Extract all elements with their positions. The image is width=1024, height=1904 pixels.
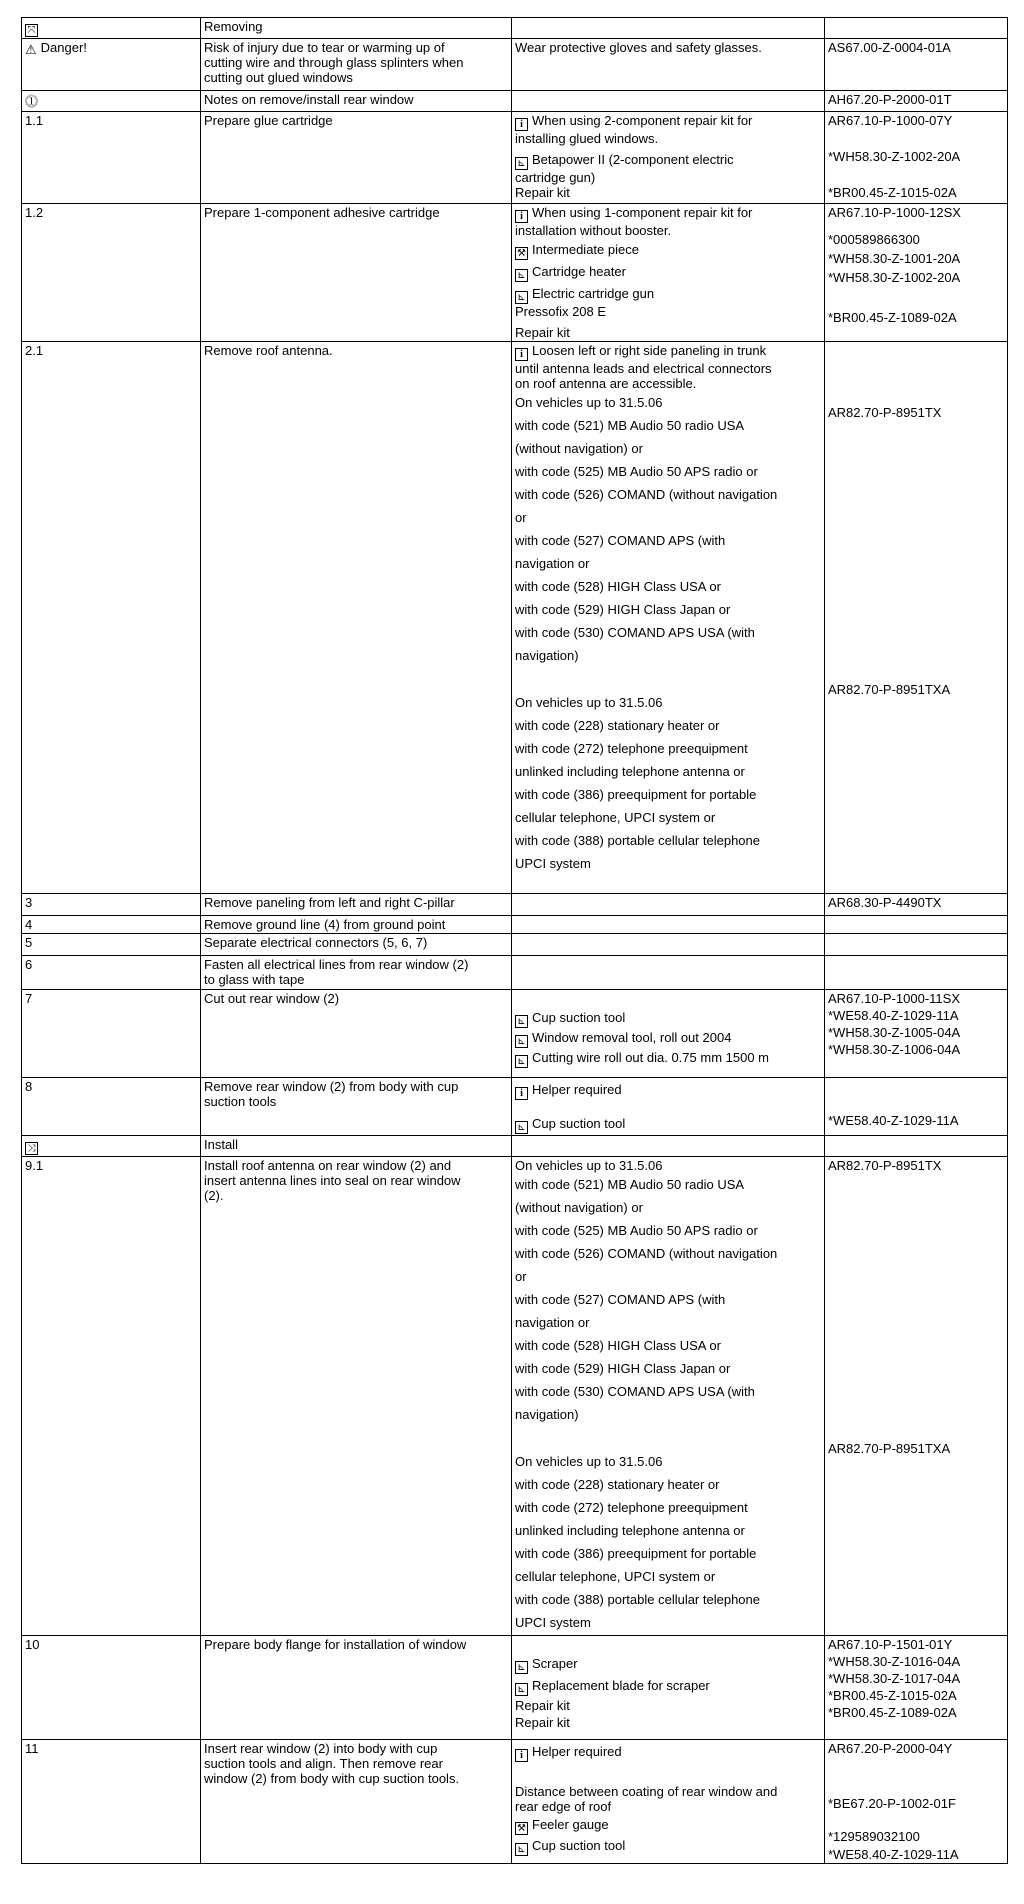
reference-link[interactable]: *BR00.45-Z-1089-02A [828,310,957,325]
reference-link[interactable]: *WH58.30-Z-1006-04A [828,1042,961,1057]
reference-link[interactable]: AR67.10-P-1000-11SX [828,991,961,1006]
reference-link[interactable]: AR67.10-P-1501-01Y [828,1637,953,1652]
tool-icon: ⊾ [515,1683,528,1696]
warning-icon: ⚠ [25,43,37,58]
tool-icon: ⊾ [515,291,528,304]
info-icon: i [515,1087,528,1100]
note-icon: ⓵ [25,95,39,110]
reference-link[interactable]: *BR00.45-Z-1089-02A [828,1705,957,1720]
reference-link[interactable]: AR68.30-P-4490TX [825,894,1008,916]
info-icon: i [515,118,528,131]
reference-link[interactable]: AR67.10-P-1000-12SX [828,205,961,220]
install-icon: ⤨ [25,1142,38,1155]
reference-link[interactable]: AR82.70-P-8951TX [828,1158,942,1173]
table-row-danger: ⚠ Danger! Risk of injury due to tear or warming up of cutting wire and through glass splinters when cutting out glued windows Wear protective gloves and safety glasses. AS67.00-Z-0004-01A [22,39,1008,91]
table-row: 1.2 Prepare 1-component adhesive cartridge i When using 1-component repair kit for installation without booster. ⚒ Intermediate piece ⊾ Cartridge heater ⊾ Electric cartridge gun Pressofix 208 E Repair kit AR67.10-P-1000-12SX *000589866300 *WH58.30-Z-1001-20A *WH58.30-Z-1002-20A *BR00.45-Z-1089-02A [22,204,1008,342]
tool-icon: ⊾ [515,157,528,170]
reference-link[interactable]: *WE58.40-Z-1029-11A [828,1113,959,1128]
reference-link[interactable]: AR82.70-P-8951TX [828,405,942,420]
table-row-removing [22,18,1008,39]
table-row: 9.1 Install roof antenna on rear window (2) and insert antenna lines into seal on rear window (2). On vehicles up to 31.5.06 with code (521) MB Audio 50 radio USA (without navigation) or with code (525) MB Audio 50 APS radio or with code (526) COMAND (without navigation or with code (527) COMAND APS (with navigation or with code (528) HIGH Class USA or with code (529) HIGH Class Japan or with code (530) COMAND APS USA (with navigation) On vehicles up to 31.5.06 with code (228) stationary heater or with code (272) telephone preequipment unlinked including telephone antenna or with code (386) preequipment for portable cellular telephone, UPCI system or with code (388) portable cellular telephone UPCI system AR82.70-P-8951TX AR82.70-P-8951TXA [22,1157,1008,1636]
table-row: 5 Separate electrical connectors (5, 6, 7) [22,934,1008,956]
reference-link[interactable]: *WH58.30-Z-1005-04A [828,1025,961,1040]
tool-icon: ⊾ [515,1035,528,1048]
reference-link[interactable]: AR82.70-P-8951TXA [828,1441,951,1456]
info-icon: i [515,1749,528,1762]
table-row: 3 Remove paneling from left and right C-pillar AR68.30-P-4490TX [22,894,1008,916]
reference-link[interactable]: *WE58.40-Z-1029-11A [828,1847,959,1862]
table-row-install [22,1136,1008,1157]
reference-link[interactable]: AR82.70-P-8951TXA [828,682,951,697]
reference-link[interactable]: *WH58.30-Z-1001-20A [828,251,961,266]
table-row: 8 Remove rear window (2) from body with cup suction tools i Helper required ⊾ Cup suction tool *WE58.40-Z-1029-11A [22,1078,1008,1136]
section-title: Removing [201,18,512,39]
tool-icon: ⊾ [515,1015,528,1028]
tool-icon: ⊾ [515,1121,528,1134]
reference-link[interactable]: *BR00.45-Z-1015-02A [828,1688,957,1703]
table-row: 7 Cut out rear window (2) ⊾ Cup suction tool ⊾ Window removal tool, roll out 2004 ⊾ Cutting wire roll out dia. 0.75 mm 1500 m AR67.10-P-1000-11SX *WE58.40-Z-1029-11A *WH58.30-Z-1005-04A *WH58.30-Z-1006-04A [22,990,1008,1078]
tool-icon: ⊾ [515,1661,528,1674]
reference-link[interactable]: *000589866300 [828,232,920,247]
reference-link[interactable]: *BE67.20-P-1002-01F [828,1796,956,1811]
tool-icon: ⊾ [515,269,528,282]
table-row: 2.1 Remove roof antenna. i Loosen left or right side paneling in trunk until antenna leads and electrical connectors on roof antenna are accessible. On vehicles up to 31.5.06 with code (521) MB Audio 50 radio USA (without navigation) or with code (525) MB Audio 50 APS radio or with code (526) COMAND (without navigation or with code (527) COMAND APS (with navigation or with code (528) HIGH Class USA or with code (529) HIGH Class Japan or with code (530) COMAND APS USA (with navigation) On vehicles up to 31.5.06 with code (228) stationary heater or with code (272) telephone preequipment unlinked including telephone antenna or with code (386) preequipment for portable cellular telephone, UPCI system or with code (388) portable cellular telephone UPCI system AR82.70-P-8951TX AR82.70-P-8951TXA [22,342,1008,894]
info-icon: i [515,210,528,223]
reference-link[interactable]: AR67.20-P-2000-04Y [828,1741,953,1756]
tool-icon: ⊾ [515,1843,528,1856]
reference-link[interactable]: *WH58.30-Z-1017-04A [828,1671,961,1686]
table-row: 11 Insert rear window (2) into body with cup suction tools and align. Then remove rear window (2) from body with cup suction tools. i Helper required Distance between coating of rear window and rear edge of roof ⚒ Feeler gauge ⊾ Cup suction tool AR67.20-P-2000-04Y *BE67.20-P-1002-01F *129589032100 *WE58.40-Z-1029-11A [22,1740,1008,1864]
reference-link[interactable]: *WH58.30-Z-1002-20A [828,270,961,285]
remove-icon: ⤧ [25,24,38,37]
tool-icon: ⊾ [515,1055,528,1068]
reference-link[interactable]: *BR00.45-Z-1015-02A [828,185,957,200]
table-row: 10 Prepare body flange for installation of window ⊾ Scraper ⊾ Replacement blade for scraper Repair kit Repair kit AR67.10-P-1501-01Y *WH58.30-Z-1016-04A *WH58.30-Z-1017-04A *BR00.45-Z-1015-02A *BR00.45-Z-1089-02A [22,1636,1008,1740]
procedure-table [21,17,1008,1864]
reference-link[interactable]: *WH58.30-Z-1016-04A [828,1654,961,1669]
reference-link[interactable]: *129589032100 [828,1829,920,1844]
table-row: 4 Remove ground line (4) from ground point [22,916,1008,934]
reference-link[interactable]: AH67.20-P-2000-01T [825,91,1008,112]
table-row: 6 Fasten all electrical lines from rear window (2) to glass with tape [22,956,1008,990]
table-row: 1.1 Prepare glue cartridge i When using 2-component repair kit for installing glued windows. ⊾ Betapower II (2-component electric cartridge gun) Repair kit AR67.10-P-1000-07Y *WH58.30-Z-1002-20A *BR00.45-Z-1015-02A [22,112,1008,204]
tool-icon: ⚒ [515,1822,528,1835]
section-title: Install [201,1136,512,1157]
table-row-notes: ⓵ Notes on remove/install rear window AH67.20-P-2000-01T [22,91,1008,112]
info-icon: i [515,348,528,361]
reference-link[interactable]: AR67.10-P-1000-07Y [828,113,953,128]
reference-link[interactable]: *WE58.40-Z-1029-11A [828,1008,959,1023]
reference-link[interactable]: *WH58.30-Z-1002-20A [828,149,961,164]
tool-icon: ⚒ [515,247,528,260]
